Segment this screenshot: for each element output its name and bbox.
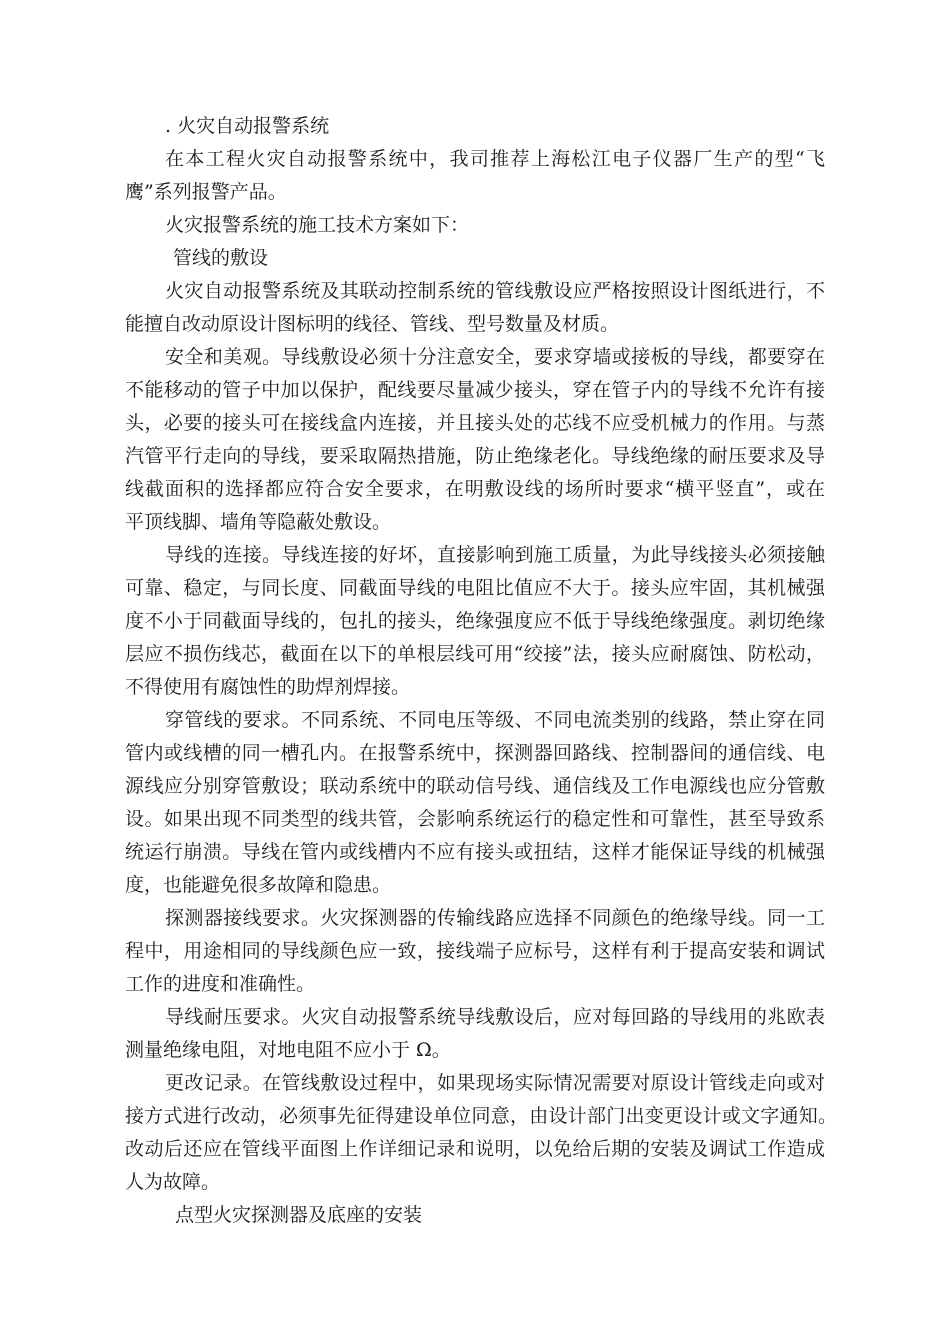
- text-line: 统运行崩溃。导线在管内或线槽内不应有接头或扭结，这样才能保证导线的机械强: [125, 841, 825, 863]
- text-line: 在本工程火灾自动报警系统中，我司推荐上海松江电子仪器厂生产的型“飞: [165, 148, 825, 170]
- text-line: 火灾自动报警系统及其联动控制系统的管线敷设应严格按照设计图纸进行，不: [165, 280, 825, 302]
- text-line: 导线的连接。导线连接的好坏，直接影响到施工质量，为此导线接头必须接触: [165, 544, 825, 566]
- text-line: 测量绝缘电阻，对地电阻不应小于 Ω。: [125, 1039, 451, 1061]
- section-heading: . 火灾自动报警系统: [165, 115, 330, 137]
- text-line: 鹰”系列报警产品。: [125, 181, 287, 203]
- text-line: 源线应分别穿管敷设；联动系统中的联动信号线、通信线及工作电源线也应分管敷: [125, 775, 825, 797]
- text-line: 度不小于同截面导线的，包扎的接头，绝缘强度应不低于导线绝缘强度。剥切绝缘: [125, 610, 825, 632]
- text-line: 程中，用途相同的导线颜色应一致，接线端子应标号，这样有利于提高安装和调试: [125, 940, 825, 962]
- text-line: 可靠、稳定，与同长度、同截面导线的电阻比值应不大于。接头应牢固，其机械强: [125, 577, 825, 599]
- text-line: 能擅自改动原设计图标明的线径、管线、型号数量及材质。: [125, 313, 620, 335]
- text-line: 安全和美观。导线敷设必须十分注意安全，要求穿墙或接板的导线，都要穿在: [165, 346, 825, 368]
- text-line: 管内或线槽的同一槽孔内。在报警系统中，探测器回路线、控制器间的通信线、电: [125, 742, 825, 764]
- subsection-heading: 点型火灾探测器及底座的安装: [175, 1204, 423, 1226]
- text-line: 不得使用有腐蚀性的助焊剂焊接。: [125, 676, 411, 698]
- text-line: 改动后还应在管线平面图上作详细记录和说明，以免给后期的安装及调试工作造成: [125, 1138, 825, 1160]
- text-line: 平顶线脚、墙角等隐蔽处敷设。: [125, 511, 392, 533]
- text-line: 头，必要的接头可在接线盒内连接，并且接头处的芯线不应受机械力的作用。与蒸: [125, 412, 825, 434]
- text-line: 不能移动的管子中加以保护，配线要尽量减少接头，穿在管子内的导线不允许有接: [125, 379, 825, 401]
- text-line: 汽管平行走向的导线，要采取隔热措施，防止绝缘老化。导线绝缘的耐压要求及导: [125, 445, 825, 467]
- text-line: 工作的进度和准确性。: [125, 973, 316, 995]
- text-line: 火灾报警系统的施工技术方案如下：: [165, 214, 470, 236]
- text-line: 层应不损伤线芯，截面在以下的单根层线可用“绞接”法，接头应耐腐蚀、防松动，: [125, 643, 825, 665]
- text-line: 穿管线的要求。不同系统、不同电压等级、不同电流类别的线路，禁止穿在同: [165, 709, 825, 731]
- subsection-heading: 管线的敷设: [173, 247, 269, 269]
- text-line: 导线耐压要求。火灾自动报警系统导线敷设后，应对每回路的导线用的兆欧表: [165, 1006, 825, 1028]
- text-line: 度，也能避免很多故障和隐患。: [125, 874, 392, 896]
- text-line: 设。如果出现不同类型的线共管，会影响系统运行的稳定性和可靠性，甚至导致系: [125, 808, 825, 830]
- text-line: 接方式进行改动，必须事先征得建设单位同意，由设计部门出变更设计或文字通知。: [125, 1105, 837, 1127]
- text-line: 线截面积的选择都应符合安全要求，在明敷设线的场所时要求“横平竖直”，或在: [125, 478, 825, 500]
- text-line: 更改记录。在管线敷设过程中，如果现场实际情况需要对原设计管线走向或对: [165, 1072, 825, 1094]
- text-line: 探测器接线要求。火灾探测器的传输线路应选择不同颜色的绝缘导线。同一工: [165, 907, 825, 929]
- text-line: 人为故障。: [125, 1171, 221, 1193]
